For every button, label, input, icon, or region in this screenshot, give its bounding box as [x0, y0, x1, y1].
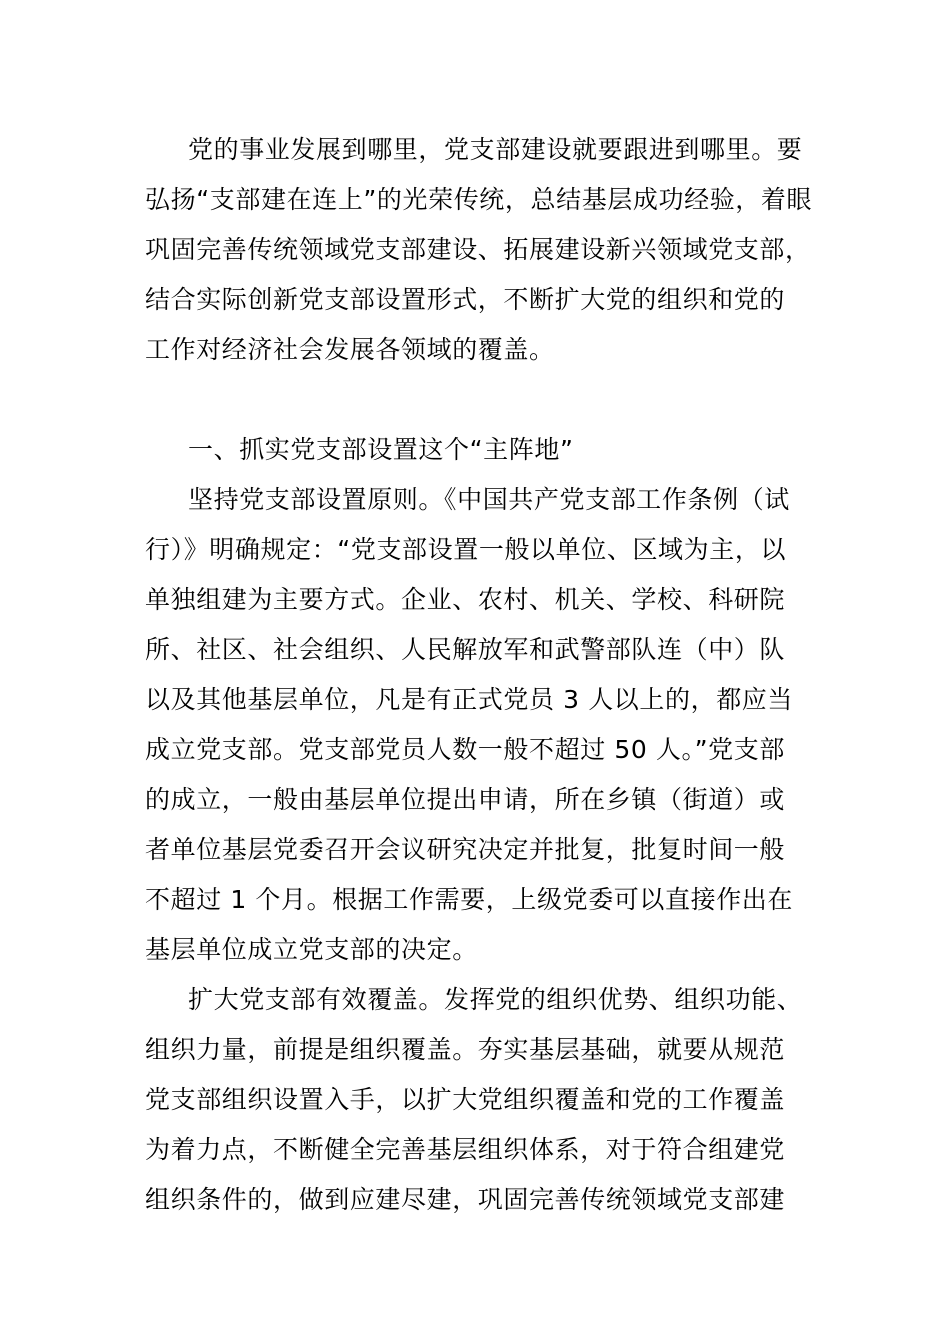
paragraph-2-line-4: 所、社区、社会组织、人民解放军和武警部队连（中）队	[145, 635, 786, 664]
paragraph-2-line-10: 基层单位成立党支部的决定。	[145, 935, 478, 964]
paragraph-2-line-5: 以及其他基层单位，凡是有正式党员 3 人以上的，都应当	[145, 685, 794, 714]
section-heading: 一、抓实党支部设置这个“主阵地”	[188, 435, 574, 464]
paragraph-2-line-6: 成立党支部。党支部党员人数一般不超过 50 人。”党支部	[145, 735, 785, 764]
paragraph-3-line-4: 为着力点，不断健全完善基层组织体系，对于符合组建党	[145, 1135, 786, 1164]
paragraph-1-line-3: 巩固完善传统领域党支部建设、拓展建设新兴领域党支部，	[145, 235, 811, 264]
paragraph-1-line-1: 党的事业发展到哪里，党支部建设就要跟进到哪里。要	[188, 135, 803, 164]
paragraph-2-line-3: 单独组建为主要方式。企业、农村、机关、学校、科研院	[145, 585, 786, 614]
paragraph-2-line-9: 不超过 1 个月。根据工作需要，上级党委可以直接作出在	[145, 885, 794, 914]
paragraph-3-line-5: 组织条件的，做到应建尽建，巩固完善传统领域党支部建	[145, 1185, 786, 1214]
paragraph-2-line-8: 者单位基层党委召开会议研究决定并批复，批复时间一般	[145, 835, 786, 864]
paragraph-2-line-7: 的成立，一般由基层单位提出申请，所在乡镇（街道）或	[145, 785, 786, 814]
paragraph-2-line-1: 坚持党支部设置原则。《中国共产党支部工作条例（试	[188, 485, 790, 514]
paragraph-1-line-5: 工作对经济社会发展各领域的覆盖。	[145, 335, 555, 364]
paragraph-3-line-1: 扩大党支部有效覆盖。发挥党的组织优势、组织功能、	[188, 985, 803, 1014]
paragraph-1-line-2: 弘扬“支部建在连上”的光荣传统，总结基层成功经验，着眼	[145, 185, 813, 214]
paragraph-3-line-3: 党支部组织设置入手，以扩大党组织覆盖和党的工作覆盖	[145, 1085, 786, 1114]
paragraph-2-line-2: 行）》明确规定：“党支部设置一般以单位、区域为主，以	[145, 535, 787, 564]
paragraph-1-line-4: 结合实际创新党支部设置形式，不断扩大党的组织和党的	[145, 285, 786, 314]
paragraph-3-line-2: 组织力量，前提是组织覆盖。夯实基层基础，就要从规范	[145, 1035, 786, 1064]
